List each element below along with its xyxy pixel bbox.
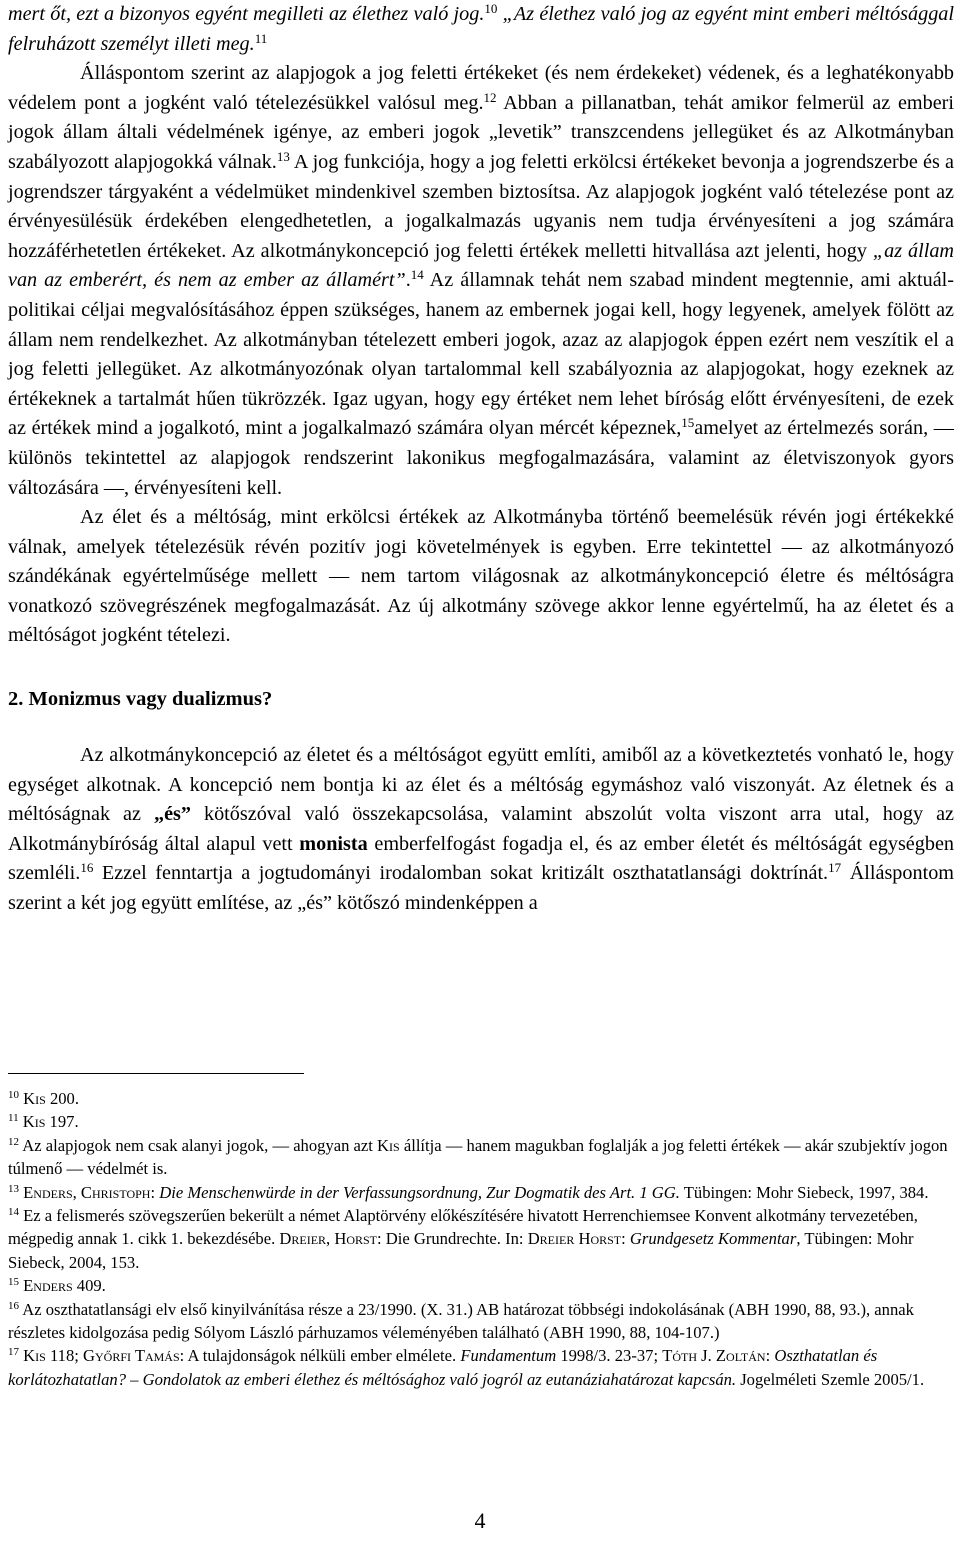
author: Enders bbox=[23, 1276, 73, 1296]
author: Kis bbox=[22, 1112, 46, 1132]
work-title: Oszthatatlan és korlátozhatatlan? – Gondolatok az emberi élethez és méltósághoz való jogról az eutanáziahatározat kapcsán. bbox=[8, 1346, 878, 1389]
footnote-separator bbox=[8, 1073, 304, 1074]
author: Kis bbox=[23, 1089, 46, 1108]
author: Kis bbox=[377, 1135, 400, 1155]
paragraph-3: Az élet és a méltóság, mint erkölcsi értékek az Alkotmányba történő beemelésük révén jogi értékekké válnak, amelyek tételezésük révén pozitív jogi követelmények is egyben. Erre tekintettel — az alkotmányozó szándékának egyértelműsége mellett — nem tartom világosnak az alkotmánykoncepció életre és méltóságra vonatkozó szövegrészének megfogalmazását. Az új alkotmány szövege akkor lenne egyértelmű, ha az életet és a méltóságot jogként tételezi. bbox=[8, 506, 954, 647]
footnote-ref-10[interactable]: 10 bbox=[484, 1, 498, 16]
emphasis: monista bbox=[299, 832, 368, 855]
footnote-ref-11[interactable]: 11 bbox=[254, 30, 268, 46]
footnote-ref-15[interactable]: 15 bbox=[681, 415, 695, 431]
footnotes bbox=[8, 1087, 954, 1391]
emphasis: „és” bbox=[153, 803, 191, 826]
author: Enders, Christoph bbox=[23, 1182, 151, 1202]
author: Kis bbox=[23, 1346, 46, 1366]
footnote-ref-16[interactable]: 16 bbox=[80, 860, 94, 876]
author: Győrfi Tamás bbox=[83, 1346, 180, 1366]
author: Dreier Horst bbox=[527, 1229, 622, 1249]
footnote-ref-14[interactable]: 14 bbox=[410, 267, 424, 283]
footnote-13: $^{13}$ Enders, Christoph: Die Menschenwürde in der Verfassungsordnung, Zur Dogmatik des Art. 1 GG. Tübingen: Mohr Siebeck, 1997, 384. bbox=[8, 1182, 929, 1202]
page-number: 4 bbox=[474, 1508, 486, 1533]
footnote-15: $^{15}$ Enders 409. bbox=[8, 1276, 106, 1296]
author: Dreier, Horst bbox=[279, 1229, 377, 1249]
footnote-16: $^{16}$ Az oszthatatlansági elv első kinyilvánítása része a 23/1990. (X. 31.) AB határozat többségi indokolásának (ABH 1990, 88, 93.), annak részletes kidolgozása pedig Sólyom László párhuzamos véleményében található (ABH 1990, 88, 104-107.) bbox=[8, 1299, 914, 1343]
footnote-ref-17[interactable]: 17 bbox=[828, 860, 842, 876]
footnote-11: $^{11}$ Kis 197. bbox=[8, 1112, 79, 1132]
work-title: Die Menschenwürde in der Verfassungsordnung, Zur Dogmatik des Art. 1 GG. bbox=[159, 1182, 680, 1202]
quote-text: „az állam van az emberért, és nem az ember az államért” bbox=[8, 239, 954, 292]
footnote-ref-12[interactable]: 12 bbox=[483, 89, 497, 105]
work-title: Fundamentum bbox=[460, 1346, 557, 1366]
footnote-14: $^{14}$ Ez a felismerés szövegszerűen bekerült a német Alaptörvény előkészítésére hivatott Herrenchiemsee Konvent alkotmány tervezetében, mégpedig annak 1. cikk 1. bekezdésébe. Dreier, Horst: Die Grundrechte. In: Dreier Horst: Grundgesetz Kommentar, Tübingen: Mohr Siebeck, 2004, 153. bbox=[8, 1206, 918, 1272]
quote-text: „Az élethez való jog az egyént mint emberi méltósággal felruházott személyt illeti meg. bbox=[8, 3, 955, 55]
footnote-ref-13[interactable]: 13 bbox=[276, 148, 290, 164]
author: Tóth J. Zoltán bbox=[662, 1346, 766, 1366]
main-text bbox=[8, 0, 954, 919]
document-page bbox=[8, 0, 954, 919]
section-heading: 2. Monizmus vagy dualizmus? bbox=[8, 688, 273, 711]
paragraph-1 bbox=[8, 0, 954, 59]
work-title: Grundgesetz Kommentar bbox=[629, 1229, 797, 1249]
footnote-12: $^{12}$ Az alapjogok nem csak alanyi jogok, — ahogyan azt Kis állítja — hanem magukban foglalják a jog feletti értékek — akár szubjektív jogon túlmenő — védelmét is. bbox=[8, 1135, 948, 1179]
footnote-17: $^{17}$ Kis 118; Győrfi Tamás: A tulajdonságok nélküli ember elmélete. Fundamentum 1998/3. 23-37; Tóth J. Zoltán: Oszthatatlan és korlátozhatatlan? – Gondolatok az emberi élethez és méltósághoz való jogról az eutanáziahatározat kapcsán. Jogelméleti Szemle 2005/1. bbox=[8, 1346, 925, 1389]
paragraph-2: Álláspontom szerint az alapjogok a jog feletti értékeket (és nem érdekeket) védenek, és a leghatékonyabb védelem pont a jogként való tételezésükkel valósul meg.$^{12}$ Abban a pillanatban, tehát amikor felmerül az emberi jogok állam általi védelmének igénye, az emberi jogok „levetik” transzcendens jellegüket és az Alkotmányban szabályozott alapjogokká válnak.$^{13}$ A jog funkciója, hogy a jog feletti erkölcsi értékeket bevonja a jogrendszerbe és a jogrendszer tárgyaként a védelmüket mindenkivel szemben biztosítsa. Az alapjogok jogként való tételezése pont az érvényesülésük érdekében elengedhetetlen, a jogalkalmazás ugyanis nem tudja érvényesíteni a jog számára hozzáférhetetlen értékeket. Az alkotmánykoncepció jog feletti értékek melletti hitvallása azt jelenti, hogy „az állam van az emberért, és nem az ember az államért”.$^{14}$ Az államnak tehát nem szabad mindent megtennie, ami aktuál-politikai céljai megvalósításához éppen szükséges, hanem az embernek jogai kell, hogy legyenek, amelyek fölött az állam nem rendelkezhet. Az alkotmányban tételezett emberi jogok, azaz az alapjogok éppen ezért nem veszítik el a jog feletti jellegüket. Az alkotmányozónak olyan tartalommal kell szabályoznia az alapjogokat, hogy ezeknek az értékeknek a tartalmát hűen tükrözzék. Igaz ugyan, hogy egy értéket nem lehet bíróság előtt érvényesíteni, de ezek az értékek mind a jogalkotó, mint a jogalkalmazó számára olyan mércét képeznek,$^{15}$amelyet az értelmezés során, — különös tekintettel az alapjogok rendszerint lakonikus megfogalmazására, valamint az életviszonyok gyors változására —, érvényesíteni kell. bbox=[8, 62, 955, 499]
quote-text: mert őt, ezt a bizonyos egyént megilleti az élethez való jog. bbox=[8, 3, 485, 25]
paragraph-4: Az alkotmánykoncepció az életet és a méltóságot együtt említi, amiből az a következtetés vonható le, hogy egységet alkotnak. A koncepció nem bontja ki az élet és a méltóság egymáshoz való viszonyát. Az életnek és a méltóságnak az „és” kötőszóval való összekapcsolása, valamint abszolút volta viszont arra utal, hogy az Alkotmánybíróság által alapul vett monista emberfelfogást fogadja el, és az ember életét és méltóságát egységben szemléli.$^{16}$ Ezzel fenntartja a jogtudományi irodalomban sokat kritizált oszthatatlansági doktrínát.$^{17}$ Álláspontom szerint a két jog együtt említése, az „és” kötőszó mindenképpen a bbox=[8, 744, 955, 915]
footnote-10: $^{10}$ Kis 200. bbox=[8, 1089, 79, 1108]
